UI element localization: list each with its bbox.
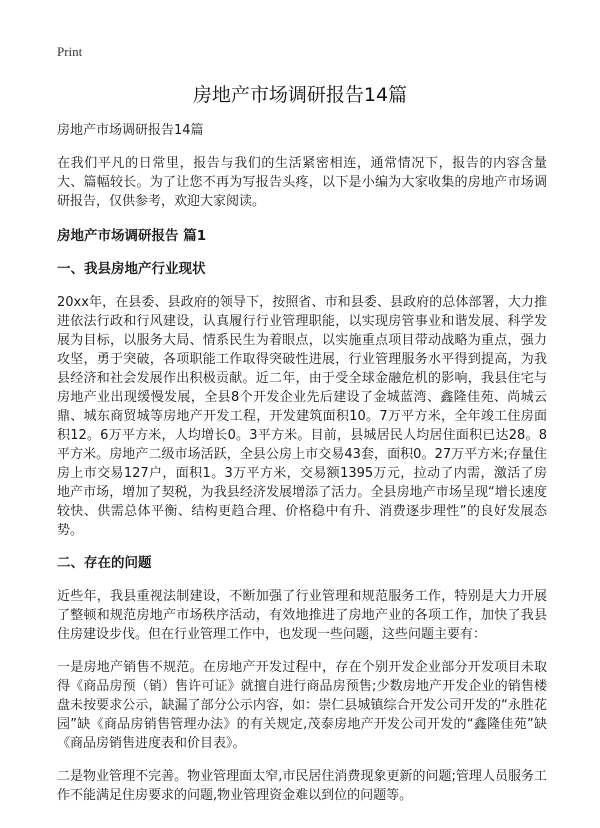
article-heading: 房地产市场调研报告 篇1 xyxy=(57,228,207,244)
problem-sales-paragraph: 一是房地产销售不规范。在房地产开发过程中，存在个别开发企业部分开发项目未取得《商品房预（销）售许可证》就擅自进行商品房预售;少数房地产开发企业的销售楼盘未按要求公示，缺漏了部分公示内容，如：崇仁县城镇综合开发公司开发的“永胜花园”缺《商品房销售管理办法》的有关规定,茂泰房地产开发公司开发的“鑫隆佳苑”缺《商品房销售进度表和价目表》。 xyxy=(57,660,547,751)
print-link[interactable]: Print xyxy=(57,44,83,59)
document-body xyxy=(57,121,547,819)
section-heading-status: 一、我县房地产行业现状 xyxy=(57,261,206,277)
section-heading-problems: 二、存在的问题 xyxy=(57,555,152,571)
problems-intro-paragraph: 近些年，我县重视法制建设，不断加强了行业管理和规范服务工作，特别是大力开展了整顿和规范房地产市场秩序活动，有效地推进了房地产业的各项工作，加快了我县住房建设步伐。但在行业管理工作中，也发现一些问题，这些问题主要有： xyxy=(57,589,547,642)
document-subtitle: 房地产市场调研报告14篇 xyxy=(57,123,204,138)
problem-property-paragraph: 二是物业管理不完善。物业管理面太窄,市民居住消费现象更新的问题;管理人员服务工作不能满足住房要求的问题,物业管理资金难以到位的问题等。 xyxy=(57,769,547,803)
intro-paragraph: 在我们平凡的日常里，报告与我们的生活紧密相连，通常情况下，报告的内容含量大、篇幅较长。为了让您不再为写报告头疼，以下是小编为大家收集的房地产市场调研报告，仅供参考，欢迎大家阅读。 xyxy=(57,156,547,209)
document-title: 房地产市场调研报告14篇 xyxy=(192,84,408,106)
status-paragraph: 20xx年，在县委、县政府的领导下，按照省、市和县委、县政府的总体部署，大力推进依法行政和行风建设，认真履行行业管理职能，以实现房管事业和谐发展、科学发展为目标，以服务大局、情系民生为着眼点，以实施重点项目带动战略为重点，强力攻坚，勇于突破，各项职能工作取得突破性进展，行业管理服务水平得到提高，为我县经济和社会发展作出积极贡献。近二年，由于受全球金融危机的影响，我县住宅与房地产业出现缓慢发展，全县8个开发企业先后建设了金城蓝湾、鑫隆佳苑、尚城云鼎、城东商贸城等房地产开发工程，开发建筑面积10。7万平方米，全年竣工住房面积12。6万平方米，人均增长0。3平方米。目前，县城居民人均居住面积已达28。8平方米。房地产二级市场活跃，全县公房上市交易43套，面积0。27万平方米;存量住房上市交易127户，面积1。3万平方米，交易额1395万元，拉动了内需，激活了房地产市场，增加了契税，为我县经济发展增添了活力。全县房地产市场呈现“增长速度较快、供需总体平衡、结构更趋合理、价格稳中有升、消费逐步理性”的良好发展态势。 xyxy=(57,295,547,538)
